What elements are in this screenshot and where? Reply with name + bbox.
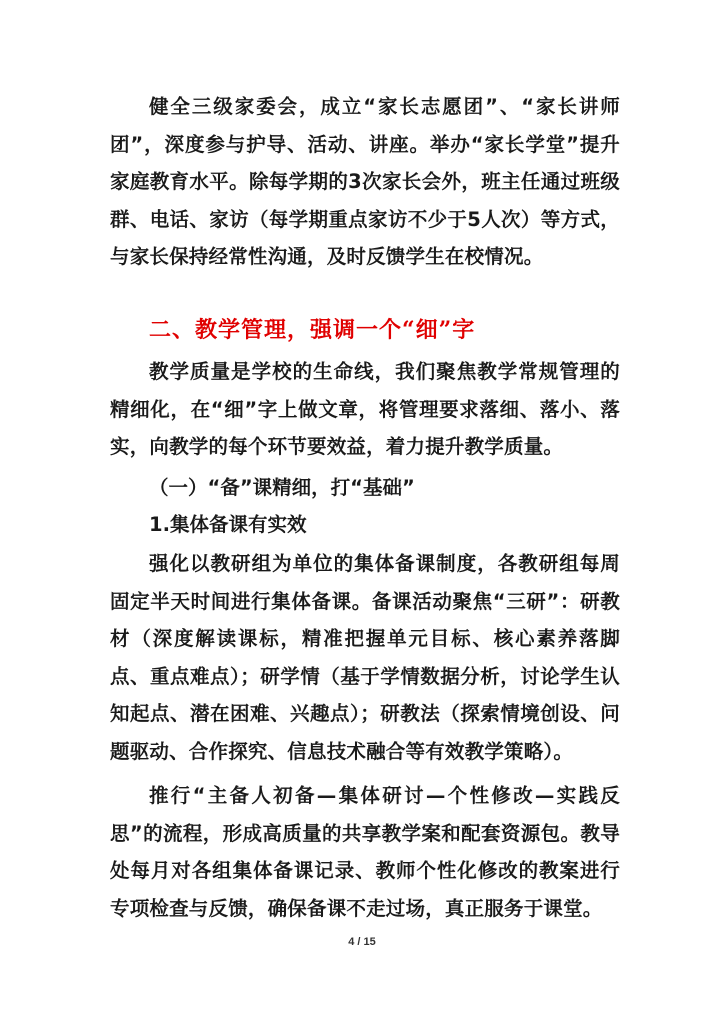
paragraph-prep-process: 推行“主备人初备—集体研讨—个性修改—实践反思”的流程，形成高质量的共享教学案和配套资源包。教导处每月对各组集体备课记录、教师个性化修改的教案进行专项检查与反馈，确保备课不走过场，真正服务于课堂。 <box>110 784 620 920</box>
paragraph-teaching-quality: 教学质量是学校的生命线，我们聚焦教学常规管理的精细化，在“细”字上做文章，将管理要求落细、落小、落实，向教学的每个环节要效益，着力提升教学质量。 <box>110 360 620 458</box>
section-heading: 二、教学管理，强调一个“细”字 <box>149 317 476 343</box>
subheading-lesson-prep: （一）“备”课精细，打“基础” <box>149 476 415 499</box>
subheading-collective-prep: 1.集体备课有实效 <box>149 513 307 536</box>
paragraph-collective-prep: 强化以教研组为单位的集体备课制度，各教研组每周固定半天时间进行集体备课。备课活动聚焦“三研”：研教材（深度解读课标，精准把握单元目标、核心素养落脚点、重点难点）；研学情（基于学情数据分析，讨论学生认知起点、潜在困难、兴趣点）；研教法（探索情境创设、问题驱动、合作探究、信息技术融合等有效教学策略）。 <box>110 552 620 763</box>
page-number: 4 / 15 <box>348 936 376 948</box>
paragraph-family-committee: 健全三级家委会，成立“家长志愿团”、“家长讲师团”，深度参与护导、活动、讲座。举办“家长学堂”提升家庭教育水平。除每学期的3次家长会外，班主任通过班级群、电话、家访（每学期重点家访不少于5人次）等方式，与家长保持经常性沟通，及时反馈学生在校情况。 <box>110 95 620 268</box>
